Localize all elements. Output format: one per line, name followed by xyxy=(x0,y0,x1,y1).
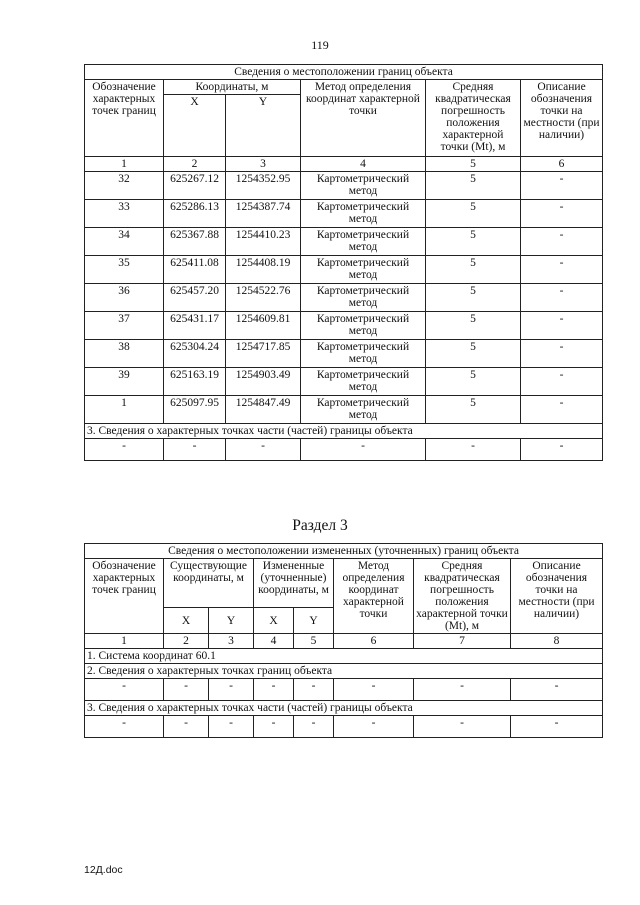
changed-boundary-table xyxy=(84,543,603,738)
dash-cell: - xyxy=(85,716,164,738)
header-accuracy: Средняя квадратическая погрешность положения характерной точки (Mt), м xyxy=(426,80,521,157)
table-row xyxy=(85,200,603,228)
header-x: X xyxy=(164,95,226,157)
col-number: 8 xyxy=(511,634,603,649)
col-number: 4 xyxy=(254,634,294,649)
col-number: 5 xyxy=(294,634,334,649)
page-number: 119 xyxy=(311,38,329,52)
method: Картометрический метод xyxy=(301,312,426,340)
header-changed: Измененные (уточненные) координаты, м xyxy=(254,559,334,608)
accuracy: 5 xyxy=(426,312,521,340)
col-number: 3 xyxy=(226,157,301,172)
table-row xyxy=(85,340,603,368)
section-label-row xyxy=(85,664,603,679)
col-number: 6 xyxy=(521,157,603,172)
dash-cell: - xyxy=(334,716,414,738)
header-x: X xyxy=(254,608,294,634)
table-row xyxy=(85,256,603,284)
point-id: 1 xyxy=(85,396,164,424)
method: Картометрический метод xyxy=(301,256,426,284)
dash-cell: - xyxy=(414,679,511,701)
dash-cell: - xyxy=(85,439,164,461)
coord-x: 625367.88 xyxy=(164,228,226,256)
accuracy: 5 xyxy=(426,228,521,256)
header-method: Метод определения координат характерной точки xyxy=(301,80,426,157)
dash-cell: - xyxy=(164,716,209,738)
table-row xyxy=(85,284,603,312)
header-coords: Координаты, м xyxy=(164,80,301,95)
col-number: 6 xyxy=(334,634,414,649)
method: Картометрический метод xyxy=(301,172,426,200)
point-id: 37 xyxy=(85,312,164,340)
section-title: Раздел 3 xyxy=(292,517,348,534)
footer-filename: 12Д.doc xyxy=(84,864,123,876)
accuracy: 5 xyxy=(426,284,521,312)
section-label-row xyxy=(85,424,603,439)
coord-x: 625431.17 xyxy=(164,312,226,340)
table-row xyxy=(85,228,603,256)
col-number: 7 xyxy=(414,634,511,649)
coord-x: 625411.08 xyxy=(164,256,226,284)
coord-y: 1254847.49 xyxy=(226,396,301,424)
boundary-table xyxy=(84,64,603,461)
dash-cell: - xyxy=(511,679,603,701)
description: - xyxy=(521,396,603,424)
method: Картометрический метод xyxy=(301,228,426,256)
header-description: Описание обозначения точки на местности (при наличии) xyxy=(511,559,603,634)
table-title-row xyxy=(85,544,603,559)
accuracy: 5 xyxy=(426,340,521,368)
coord-x: 625457.20 xyxy=(164,284,226,312)
coord-x: 625163.19 xyxy=(164,368,226,396)
table-title-row xyxy=(85,65,603,80)
header-y: Y xyxy=(294,608,334,634)
header-row xyxy=(85,80,603,95)
accuracy: 5 xyxy=(426,368,521,396)
col-number: 2 xyxy=(164,157,226,172)
header-accuracy: Средняя квадратическая погрешность положения характерной точки (Mt), м xyxy=(414,559,511,634)
coord-y: 1254717.85 xyxy=(226,340,301,368)
header-y: Y xyxy=(209,608,254,634)
coord-x: 625267.12 xyxy=(164,172,226,200)
description: - xyxy=(521,368,603,396)
point-id: 36 xyxy=(85,284,164,312)
coord-y: 1254352.95 xyxy=(226,172,301,200)
coord-x: 625286.13 xyxy=(164,200,226,228)
method: Картометрический метод xyxy=(301,396,426,424)
description: - xyxy=(521,312,603,340)
point-id: 35 xyxy=(85,256,164,284)
dash-cell: - xyxy=(521,439,603,461)
point-id: 32 xyxy=(85,172,164,200)
point-id: 39 xyxy=(85,368,164,396)
description: - xyxy=(521,340,603,368)
description: - xyxy=(521,256,603,284)
accuracy: 5 xyxy=(426,396,521,424)
coord-y: 1254609.81 xyxy=(226,312,301,340)
header-row xyxy=(85,559,603,608)
header-y: Y xyxy=(226,95,301,157)
col-number: 2 xyxy=(164,634,209,649)
method: Картометрический метод xyxy=(301,368,426,396)
dash-cell: - xyxy=(209,679,254,701)
coordinate-system-label: 1. Система координат 60.1 xyxy=(85,649,603,664)
column-number-row xyxy=(85,157,603,172)
point-id: 38 xyxy=(85,340,164,368)
accuracy: 5 xyxy=(426,200,521,228)
accuracy: 5 xyxy=(426,172,521,200)
dash-cell: - xyxy=(209,716,254,738)
description: - xyxy=(521,228,603,256)
table-row xyxy=(85,312,603,340)
dash-cell: - xyxy=(85,679,164,701)
table-row xyxy=(85,368,603,396)
table-row xyxy=(85,172,603,200)
dash-cell: - xyxy=(254,679,294,701)
dash-cell: - xyxy=(414,716,511,738)
dash-cell: - xyxy=(426,439,521,461)
column-number-row xyxy=(85,634,603,649)
point-id: 33 xyxy=(85,200,164,228)
table-title: Сведения о местоположении границ объекта xyxy=(85,65,603,80)
dash-cell: - xyxy=(511,716,603,738)
col-number: 3 xyxy=(209,634,254,649)
header-x: X xyxy=(164,608,209,634)
description: - xyxy=(521,172,603,200)
col-number: 4 xyxy=(301,157,426,172)
coord-y: 1254410.23 xyxy=(226,228,301,256)
dash-cell: - xyxy=(294,716,334,738)
section-label-row xyxy=(85,701,603,716)
col-number: 1 xyxy=(85,634,164,649)
coord-y: 1254387.74 xyxy=(226,200,301,228)
method: Картометрический метод xyxy=(301,284,426,312)
points-section-label: 2. Сведения о характерных точках границ объекта xyxy=(85,664,603,679)
col-number: 1 xyxy=(85,157,164,172)
header-existing: Существующие координаты, м xyxy=(164,559,254,608)
parts-section-label: 3. Сведения о характерных точках части (частей) границы объекта xyxy=(85,424,603,439)
table-row xyxy=(85,396,603,424)
coord-y: 1254522.76 xyxy=(226,284,301,312)
accuracy: 5 xyxy=(426,256,521,284)
header-point: Обозначение характерных точек границ xyxy=(85,80,164,157)
dash-row xyxy=(85,679,603,701)
dash-cell: - xyxy=(254,716,294,738)
dash-cell: - xyxy=(334,679,414,701)
header-description: Описание обозначения точки на местности (при наличии) xyxy=(521,80,603,157)
table-title: Сведения о местоположении измененных (уточненных) границ объекта xyxy=(85,544,603,559)
parts-section-label: 3. Сведения о характерных точках части (частей) границы объекта xyxy=(85,701,603,716)
header-point: Обозначение характерных точек границ xyxy=(85,559,164,634)
dash-cell: - xyxy=(294,679,334,701)
dash-cell: - xyxy=(301,439,426,461)
description: - xyxy=(521,200,603,228)
coord-x: 625097.95 xyxy=(164,396,226,424)
header-method: Метод определения координат характерной точки xyxy=(334,559,414,634)
point-id: 34 xyxy=(85,228,164,256)
coord-y: 1254408.19 xyxy=(226,256,301,284)
description: - xyxy=(521,284,603,312)
dash-cell: - xyxy=(226,439,301,461)
dash-cell: - xyxy=(164,439,226,461)
coord-x: 625304.24 xyxy=(164,340,226,368)
dash-row xyxy=(85,439,603,461)
coord-y: 1254903.49 xyxy=(226,368,301,396)
dash-row xyxy=(85,716,603,738)
method: Картометрический метод xyxy=(301,200,426,228)
method: Картометрический метод xyxy=(301,340,426,368)
dash-cell: - xyxy=(164,679,209,701)
section-label-row xyxy=(85,649,603,664)
col-number: 5 xyxy=(426,157,521,172)
